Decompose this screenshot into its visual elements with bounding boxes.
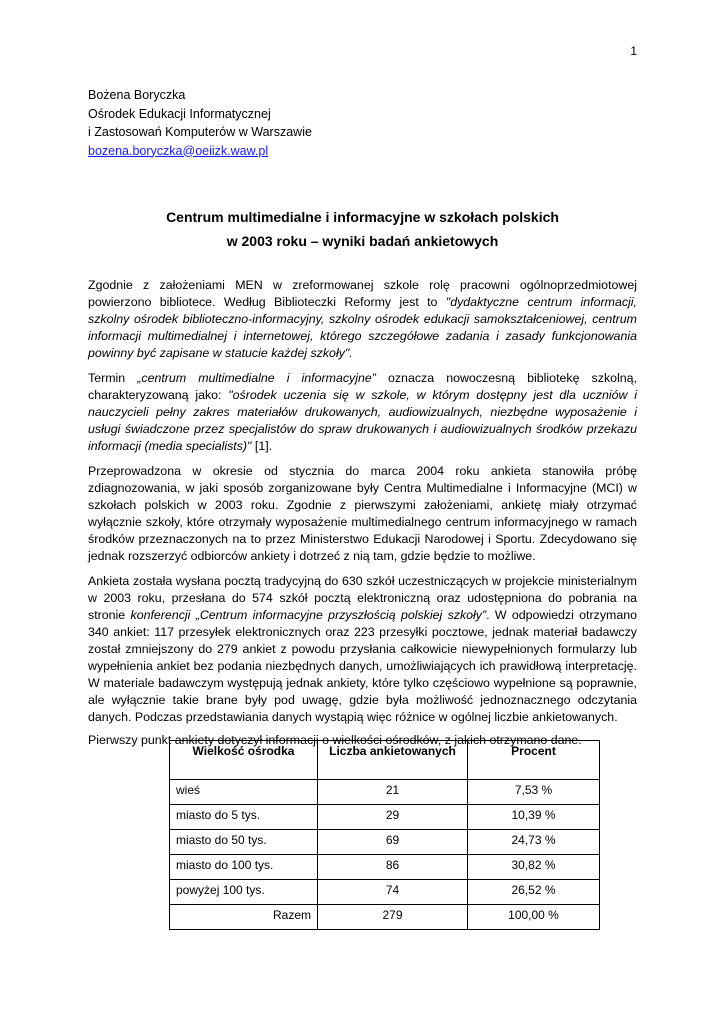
table-cell: 86 [318, 855, 468, 880]
table-cell: 26,52 % [468, 880, 600, 905]
table-cell: 69 [318, 830, 468, 855]
table-row [170, 855, 600, 880]
document-body [88, 277, 637, 757]
author-affiliation-line2: i Zastosowań Komputerów w Warszawie [88, 125, 312, 139]
table-row [170, 830, 600, 855]
document-title [88, 205, 637, 253]
paragraph-1-text: Zgodnie z założeniami MEN w zreformowanej szkole rolę pracowni ogólnoprzedmiotowej powierzono bibliotece. Według Biblioteczki Reformy jest to [88, 278, 637, 309]
table-cell: miasto do 50 tys. [170, 830, 318, 855]
survey-size-table [169, 740, 600, 930]
table-cell: 7,53 % [468, 780, 600, 805]
author-block [88, 86, 312, 160]
paragraph-4-text-a: Ankieta została wysłana pocztą tradycyjną do 630 szkół uczestniczących w projekcie ministerialnym w 2003 roku, przesłana do 574 szkół pocztą elektroniczną oraz udostępniona do pobrania na stronie [88, 574, 637, 622]
paragraph-2-quote: "ośrodek uczenia się w szkole, w którym dostępny jest dla uczniów i nauczycieli pełny zakres materiałów drukowanych, audiowizualnych, niezbędne wyposażenie i usługi świadczone przez specjalistów do spraw drukowanych i audiowizualnych środków przekazu informacji (media specialists)" [88, 388, 637, 453]
title-line1: Centrum multimedialne i informacyjne w szkołach polskich [166, 209, 559, 225]
table-cell: 29 [318, 805, 468, 830]
title-line2: w 2003 roku – wyniki badań ankietowych [226, 233, 499, 249]
paragraph-4 [88, 573, 637, 726]
table-header-cell: Wielkość ośrodka [170, 741, 318, 780]
paragraph-1-quote: "dydaktyczne centrum informacji, szkolny ośrodek biblioteczno-informacyjny, szkolny ośrodek edukacji samokształceniowej, centrum informacji multimedialnej i internetowej, którego szczegółowe zadania i zasady funkcjonowania powinny być zapisane w statucie każdej szkoły". [88, 295, 637, 360]
page-number: 1 [630, 44, 637, 58]
paragraph-2 [88, 370, 637, 455]
paragraph-5: Pierwszy punkt ankiety dotyczył informacji o wielkości ośrodków, z jakich otrzymano dane. [88, 733, 582, 747]
table-cell: wieś [170, 780, 318, 805]
table-cell: 21 [318, 780, 468, 805]
paragraph-2-citation: [1]. [251, 439, 273, 453]
table-header-cell: Liczba ankietowanych [318, 741, 468, 780]
paragraph-3: Przeprowadzona w okresie od stycznia do marca 2004 roku ankieta stanowiła próbę zdiagnozowania, w jaki sposób zorganizowane były Centra Multimedialne i Informacyjne (MCI) w szkołach polskich w 2003 roku. Zgodnie z pierwszymi założeniami, ankietę miały otrzymać wyłącznie szkoły, które otrzymały wyposażenie multimedialnego centrum informacyjnego w ramach środków przeznaczonych na to przez Ministerstwo Edukacji Narodowej i Sportu. Zdecydowano się jednak rozszerzyć odbiorców ankiety i dotrzeć z nią tam, gdzie będzie to możliwe. [88, 464, 637, 563]
paragraph-2-term: „centrum multimedialne i informacyjne” [137, 371, 376, 385]
paragraph-4-conference: konferencji „Centrum informacyjne przyszłością polskiej szkoły” [130, 608, 487, 622]
table-cell: 74 [318, 880, 468, 905]
table-row [170, 780, 600, 805]
table-total-row [170, 905, 600, 930]
table-cell: 100,00 % [468, 905, 600, 930]
paragraph-2-text-a: Termin [88, 371, 138, 385]
table-cell: 10,39 % [468, 805, 600, 830]
table-cell: 30,82 % [468, 855, 600, 880]
author-name: Bożena Boryczka [88, 88, 186, 102]
table-row [170, 880, 600, 905]
table-header-cell: Procent [468, 741, 600, 780]
table-cell: powyżej 100 tys. [170, 880, 318, 905]
table-header-row [170, 741, 600, 780]
table-row [170, 805, 600, 830]
paragraph-4-text-c: . W odpowiedzi otrzymano 340 ankiet: 117 przesyłek elektronicznych oraz 223 przesyłki pocztowe, jednak materiał badawczy został zmniejszony do 279 ankiet z powodu przysłania całkowicie niewypełnionych formularzy lub wypełnienia ankiet bez podania niezbędnych danych, umożliwiających ich prawidłową interpretację. W materiale badawczym występują jednak ankiety, które tylko częściowo wypełnione są poprawnie, ale wyłącznie takie brane były pod uwagę, gdzie była możliwość jednoznacznego odczytania danych. Podczas przedstawiania danych wystąpią więc różnice w ogólnej liczbie ankietowanych. [88, 608, 638, 724]
paragraph-2-text-c: oznacza nowoczesną bibliotekę szkolną, charakteryzowaną jako: [88, 371, 638, 402]
author-email-link[interactable]: bozena.boryczka@oeiizk.waw.pl [88, 143, 269, 158]
author-affiliation-line1: Ośrodek Edukacji Informatycznej [88, 106, 271, 121]
paragraph-1 [88, 277, 637, 362]
table-cell: 24,73 % [468, 830, 600, 855]
table-cell: miasto do 5 tys. [170, 805, 318, 830]
table-cell: miasto do 100 tys. [170, 855, 318, 880]
table-cell: Razem [170, 905, 318, 930]
table-cell: 279 [318, 905, 468, 930]
